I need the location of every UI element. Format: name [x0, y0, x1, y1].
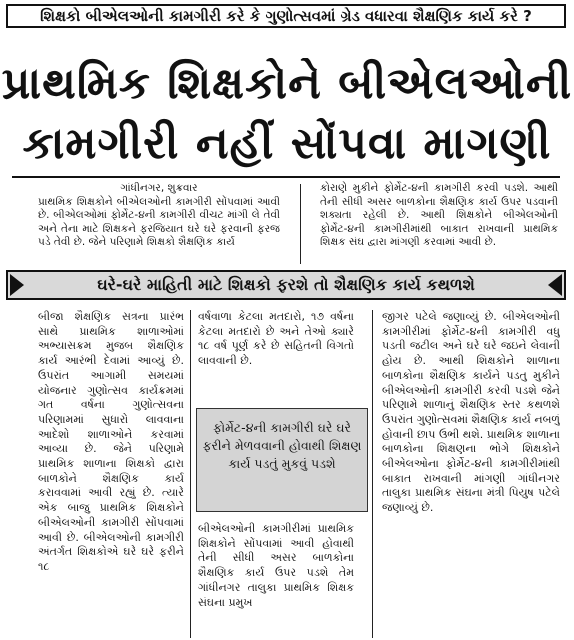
banner-text: ઘરે-ઘરે માહિતી માટે શિક્ષકો ફરશે તો શૈક્ષણિક કાર્ય કથળશે	[97, 275, 475, 294]
body-column-2-top: વર્ષવાળા કેટલા મતદારો, ૧૭ વર્ષના કેટલા મતદારો છે અને તેઓ ક્યારે ૧૮ વર્ષ પૂર્ણ કરે છે સહિતની વિગતો લાવવાની છે.	[198, 310, 354, 368]
kicker-box: શિક્ષકો બીએલઓની કામગીરી કરે કે ગુણોત્સવમાં ગ્રેડ વધારવા શૈક્ષણિક કાર્ય કરે ?	[6, 4, 566, 28]
left-arrow-icon	[10, 274, 24, 296]
dateline: ગાંધીનગર, શુક્રવાર	[120, 182, 198, 194]
right-arrow-icon	[548, 274, 562, 296]
headline-line-1: પ્રાથમિક શિક્ષકોને બીએલઓની	[1, 58, 573, 109]
intro-left-text: પ્રાથમિક શિક્ષકોને બીએલઓની કામગીરી સોંપવામાં આવી છે. બીએલઓમાં ફોર્મેટ-૪ની કામગીરી વીચટ માંગી લે તેવી અને તેના માટે શિક્ષકને ફરજિયાત ઘરે ઘરે ફરવાની ફરજ પડે તેવી છે. જેને પરિણામે શિક્ષકો શૈક્ષણિક કાર્ય	[38, 195, 280, 249]
divider-rule	[12, 176, 560, 178]
intro-left-column	[38, 182, 280, 250]
headline-line-2: કામગીરી નહીં સોંપવા માગણી	[22, 118, 552, 169]
column-divider	[190, 310, 191, 638]
intro-right-text: કોરાણે મુકીને ફોર્મેટ-૪ની કામગીરી કરવી પડશે. આથી તેની સીધી અસર બાળકોના શૈક્ષણિક કાર્ય ઉપર પડવાની શક્યતા રહેલી છે. આથી શિક્ષકોને બીએલઓની ફોર્મેટ-૪ની કામગીરીમાંથી બાકાત રાખવાની પ્રાથમિક શિક્ષક સંઘ દ્વારા માંગણી કરવામાં આવી છે.	[320, 182, 558, 249]
column-divider	[372, 310, 373, 638]
column-divider	[300, 184, 301, 264]
pull-quote: ફોર્મેટ-૪ની કામગીરી ઘરે ઘરે ફરીને મેળવવાની હોવાથી શિક્ષણ કાર્ય પડતું મુકવું પડશે	[196, 408, 368, 512]
body-column-1: બીજા શૈક્ષણિક સત્રના પ્રારંભ સાથે પ્રાથમિક શાળાઓમાં અભ્યાસક્રમ મુજબ શૈક્ષણિક કાર્ય આરંભી દેવામાં આવ્યું છે. ઉપરાંત આગામી સમયમાં યોજનાર ગુણોત્સવ કાર્યક્રમમાં ગત વર્ષના ગુણોત્સવના પરિણામમાં સુધારો લાવવાના આદેશો શાળાઓને કરવામાં આવ્યા છે. જેને પરિણામે પ્રાથમિક શાળાના શિક્ષકો દ્વારા બાળકોને શૈક્ષણિક કાર્ય કરાવવામાં આવી રહ્યું છે. ત્યારે એક બાજુ પ્રાથમિક શિક્ષકોને બીએલઓની કામગીરી સોંપવામાં આવી છે. બીએલઓની કામગીરી અંતર્ગત શિક્ષકોએ ઘરે ઘરે ફરીને ૧૮	[38, 310, 184, 573]
body-column-3: જીગર પટેલે જણાવ્યું છે. બીએલઓની કામગીરીમાં ફોર્મેટ-૪ની કામગીરી વધુ પડતી જટીલ અને ઘરે ઘરે જઇને લેવાની હોય છે. આથી શિક્ષકોને શાળાના બાળકોના શૈક્ષણિક કાર્યને પડતુ મુકીને બીએલઓની કામગીરી કરવી પડશે જેને પરિણામે શાળાનું શૈક્ષણિક સ્તર કથળશે ઉપરાંત ગુણોત્સવમાં શૈક્ષણિક કાર્ય નબળું હોવાની છાપ ઉભી થશે. પ્રાથમિક શાળાના બાળકોના શિક્ષણના ભોગે શિક્ષકોને બીએલઓના ફોર્મેટ-૪ની કામગીરીમાંથી બાકાત રાખવાની માંગણી ગાંધીનગર તાલુકા પ્રાથમિક સંઘના મંત્રી પિયુષ પટેલે જણાવ્યું છે.	[382, 310, 560, 515]
subhead-banner	[6, 270, 566, 300]
body-column-2-bottom: બીએલઓની કામગીરીમાં પ્રાથમિક શિક્ષકોને સોંપવામાં આવી હોવાથી તેની સીધી અસર બાળકોના શૈક્ષણિક કાર્ય ઉપર પડશે તેમ ગાંધીનગર તાલુકા પ્રાથમિક શિક્ષક સંઘના પ્રમુખ	[198, 522, 354, 609]
